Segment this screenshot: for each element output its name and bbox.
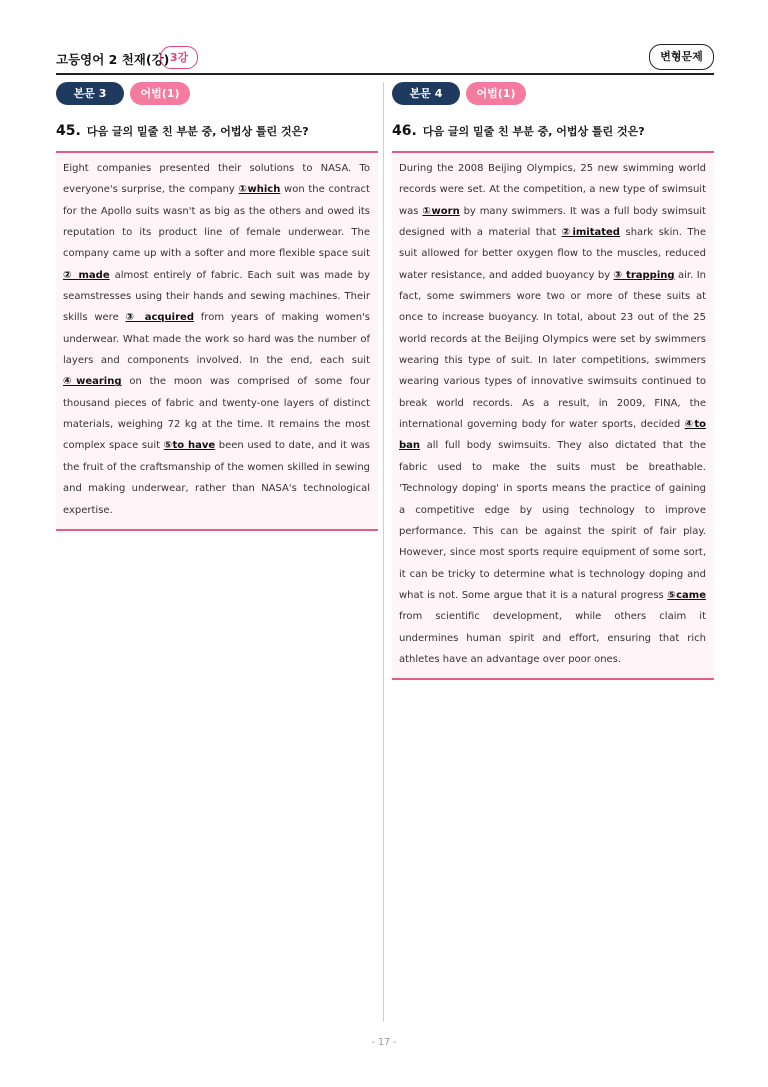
- passage-segment: by many swimmers. It was a full body swimsuit designed with a material that: [399, 205, 706, 239]
- passage-segment: During the 2008 Beijing Olympics, 25 new swimming world records were set. At the competition, a new type of swimsuit was: [399, 163, 706, 217]
- underlined-choice-3: ③ acquired: [125, 312, 194, 324]
- question-45-prompt: [56, 123, 378, 143]
- underlined-choice-3: ③ trapping: [613, 269, 675, 281]
- passage-box: [56, 151, 378, 531]
- passage-text: [399, 158, 706, 670]
- passage-box: [392, 151, 714, 680]
- passage-segment: shark skin. The suit allowed for better oxygen flow to the muscles, reduced water resistance, and added buoyancy by: [399, 227, 706, 281]
- question-46-prompt: [392, 123, 714, 143]
- passage-segment: won the contract for the Apollo suits wasn't as big as the others and owed its reputation to its product line of female underwear. The company came up with a softer and more flexible space suit: [63, 184, 370, 260]
- passage-segment: on the moon was comprised of some four thousand pieces of fabric and twenty-one layers of distinct materials, weighing 72 kg at the time. It remains the most complex space suit: [63, 376, 370, 452]
- section-tag: 본문 4: [392, 82, 460, 105]
- page-header: [56, 44, 714, 74]
- passage-text: [63, 158, 370, 521]
- passage-segment: all full body swimsuits. They also dictated that the fabric used to make the suits must be breathable. 'Technology doping' in sports means the practice of gaining a competitive edge by using technology to improve performance. This can be against the spirit of fair play. However, since most sports require equipment of some sort, it can be tricky to determine what is technology doping and what is not. Some argue that it is a natural progress: [399, 440, 706, 601]
- passage-segment: almost entirely of fabric. Each suit was made by seamstresses using their hands and sewing machines. Their skills were: [63, 269, 370, 324]
- question-text: 다음 글의 밑줄 친 부분 중, 어법상 틀린 것은?: [422, 125, 645, 138]
- column-divider: [383, 82, 384, 1022]
- page-number: - 17 -: [371, 1037, 397, 1048]
- underlined-choice-5: ⑤to have: [163, 440, 216, 452]
- topic-tag: 어법(1): [130, 82, 190, 105]
- underlined-choice-2: ②imitated: [561, 227, 620, 239]
- textbook-title: 고등영어 2 천재(강): [56, 52, 170, 67]
- passage-segment: air. In fact, some swimmers wore two or more of these suits at once to increase buoyancy. In total, about 23 out of the 25 world records at the Beijing Olympics were set by swimmers wearing this type of suit. In later competitions, swimmers wearing various types of innovative swimsuits continued to break world records. As a result, in 2009, FINA, the international governing body for water sports, decided: [399, 269, 706, 431]
- question-number: 46.: [392, 123, 417, 139]
- lesson-badge: 3강: [160, 46, 198, 69]
- underlined-choice-4: ④to ban: [399, 419, 706, 452]
- underlined-choice-4: ④wearing: [63, 376, 122, 388]
- tag-row: [392, 82, 714, 106]
- tag-row: [56, 82, 378, 106]
- topic-tag: 어법(1): [466, 82, 526, 105]
- underlined-choice-2: ② made: [63, 269, 110, 281]
- passage-segment: from years of making women's underwear. What made the work so hard was the number of layers and components involved. In the end, each suit: [63, 312, 371, 367]
- question-46-column: [392, 82, 714, 680]
- passage-segment: from scientific development, while others claim it undermines human spirit and effort, ensuring that rich athletes have an advantage over poor ones.: [399, 611, 706, 665]
- passage-segment: Eight companies presented their solutions to NASA. To everyone's surprise, the company: [63, 163, 370, 196]
- underlined-choice-1: ①worn: [422, 205, 460, 217]
- question-type-badge: 변형문제: [649, 44, 714, 70]
- question-45-column: [56, 82, 378, 531]
- section-tag: 본문 3: [56, 82, 124, 105]
- question-number: 45.: [56, 123, 81, 139]
- header-divider: [56, 73, 714, 75]
- underlined-choice-1: ①which: [238, 184, 281, 196]
- passage-segment: been used to date, and it was the fruit of the craftsmanship of the women skilled in sewing and making underwear, rather than NASA's technological expertise.: [63, 440, 370, 516]
- question-text: 다음 글의 밑줄 친 부분 중, 어법상 틀린 것은?: [86, 125, 309, 138]
- underlined-choice-5: ⑤came: [667, 589, 706, 601]
